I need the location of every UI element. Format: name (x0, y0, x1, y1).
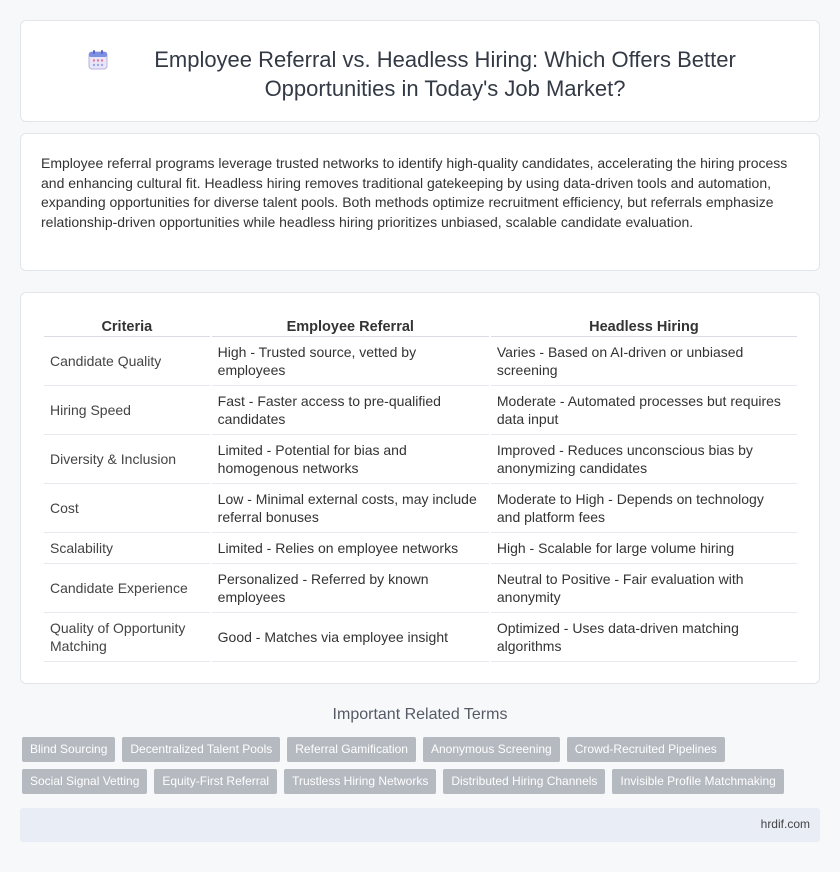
headless-cell: Moderate to High - Depends on technology and platform fees (491, 484, 797, 533)
term-tag[interactable]: Distributed Hiring Channels (443, 769, 605, 794)
term-tag[interactable]: Trustless Hiring Networks (284, 769, 436, 794)
referral-cell: Good - Matches via employee insight (212, 613, 489, 662)
referral-cell: Limited - Potential for bias and homogenous networks (212, 435, 489, 484)
headless-cell: High - Scalable for large volume hiring (491, 533, 797, 564)
headless-cell: Improved - Reduces unconscious bias by anonymizing candidates (491, 435, 797, 484)
criteria-cell: Candidate Quality (44, 337, 210, 386)
table-row (44, 484, 797, 533)
referral-cell: High - Trusted source, vetted by employees (212, 337, 489, 386)
comparison-table (42, 315, 799, 662)
footer-site-link[interactable]: hrdif.com (760, 817, 810, 831)
term-tag[interactable]: Referral Gamification (287, 737, 416, 762)
criteria-cell: Diversity & Inclusion (44, 435, 210, 484)
term-tag[interactable]: Blind Sourcing (22, 737, 115, 762)
referral-cell: Low - Minimal external costs, may include referral bonuses (212, 484, 489, 533)
table-row (44, 337, 797, 386)
title-card (20, 20, 820, 122)
table-row (44, 533, 797, 564)
term-tag[interactable]: Crowd-Recruited Pipelines (567, 737, 725, 762)
term-tag[interactable]: Invisible Profile Matchmaking (612, 769, 783, 794)
comparison-card (20, 292, 820, 684)
tag-row (22, 769, 822, 794)
page-title: Employee Referral vs. Headless Hiring: Which Offers Better Opportunities in Today's Job Market? (154, 47, 736, 101)
header-criteria: Criteria (44, 315, 210, 337)
table-header-row (44, 315, 797, 337)
term-tag[interactable]: Anonymous Screening (423, 737, 560, 762)
criteria-cell: Hiring Speed (44, 386, 210, 435)
table-row (44, 386, 797, 435)
headless-cell: Neutral to Positive - Fair evaluation with anonymity (491, 564, 797, 613)
intro-paragraph: Employee referral programs leverage trusted networks to identify high-quality candidates, accelerating the hiring process and enhancing cultural fit. Headless hiring removes traditional gatekeeping by using data-driven tools and automation, expanding opportunities for diverse talent pools. Both methods optimize recruitment efficiency, but referrals emphasize relationship-driven opportunities while headless hiring prioritizes unbiased, scalable candidate evaluation. (41, 155, 788, 230)
referral-cell: Personalized - Referred by known employees (212, 564, 489, 613)
headless-cell: Moderate - Automated processes but requires data input (491, 386, 797, 435)
headless-cell: Optimized - Uses data-driven matching algorithms (491, 613, 797, 662)
criteria-cell: Candidate Experience (44, 564, 210, 613)
referral-cell: Fast - Faster access to pre-qualified candidates (212, 386, 489, 435)
criteria-cell: Quality of Opportunity Matching (44, 613, 210, 662)
criteria-cell: Scalability (44, 533, 210, 564)
footer (20, 808, 820, 842)
tag-row (22, 737, 822, 762)
referral-cell: Limited - Relies on employee networks (212, 533, 489, 564)
header-employee-referral: Employee Referral (212, 315, 489, 337)
table-row (44, 564, 797, 613)
term-tag[interactable]: Social Signal Vetting (22, 769, 147, 794)
term-tag[interactable]: Equity-First Referral (154, 769, 277, 794)
table-row (44, 613, 797, 662)
related-terms-heading: Important Related Terms (332, 706, 508, 723)
intro-card (20, 133, 820, 271)
table-row (44, 435, 797, 484)
criteria-cell: Cost (44, 484, 210, 533)
term-tag[interactable]: Decentralized Talent Pools (122, 737, 280, 762)
headless-cell: Varies - Based on AI-driven or unbiased screening (491, 337, 797, 386)
related-terms-tags (22, 737, 822, 801)
header-headless-hiring: Headless Hiring (491, 315, 797, 337)
